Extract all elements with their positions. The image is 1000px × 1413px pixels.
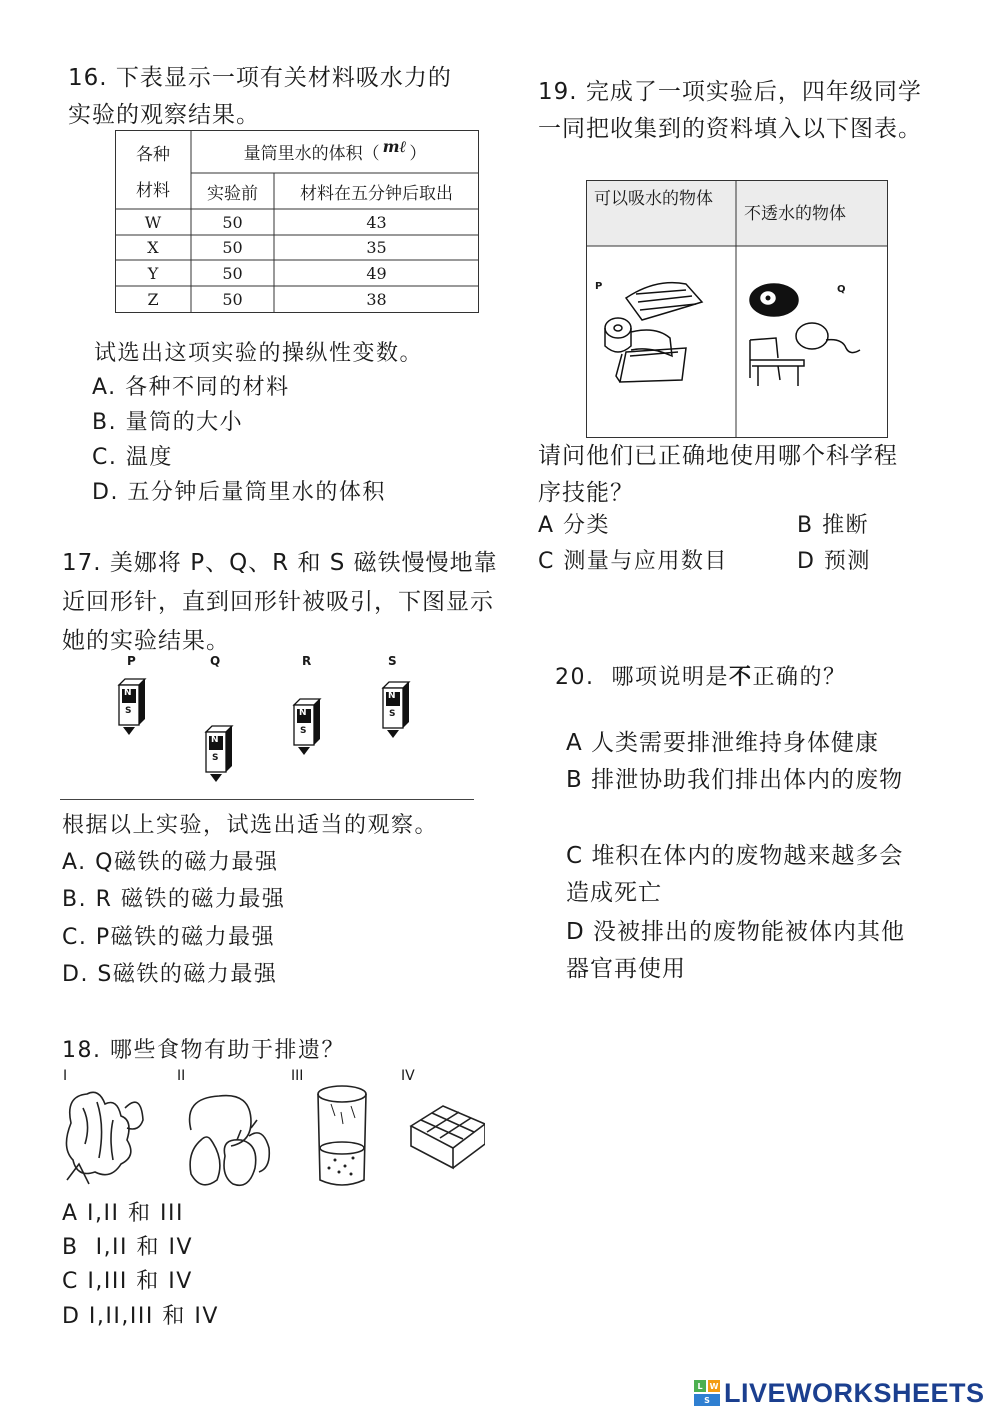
row-after: 38 (366, 290, 387, 309)
magnet-q (206, 726, 232, 782)
liveworksheets-logo[interactable] (694, 1378, 985, 1408)
q20-option-a[interactable]: A 人类需要排泄维持身体健康 (566, 730, 880, 756)
q20-option-b[interactable]: B 排泄协助我们排出体内的废物 (566, 767, 904, 793)
food-label-iii: III (291, 1068, 304, 1084)
sponge-icon (616, 348, 686, 382)
magnet-label-p: P (127, 654, 136, 668)
pole-s-p: S (125, 706, 132, 716)
food-label-iv: IV (401, 1068, 415, 1084)
magnet-label-s: S (388, 654, 397, 668)
row-material: W (144, 212, 162, 232)
q19-option-b[interactable]: B 推断 (797, 513, 870, 538)
q20-stem-post: 正确的？ (752, 664, 847, 690)
q19-option-a[interactable]: A 分类 (538, 513, 611, 538)
q17-option-d[interactable]: D. S磁铁的磁力最强 (62, 962, 278, 987)
volume-close: ） (409, 144, 427, 164)
food-label-ii: II (177, 1068, 186, 1084)
table-header-volume (191, 130, 479, 173)
food-images (55, 1068, 485, 1198)
rubber-disc-icon (750, 284, 798, 316)
q17-option-a[interactable]: A. Q磁铁的磁力最强 (62, 850, 279, 875)
row-material: Y (147, 263, 159, 283)
q18-option-c[interactable]: C I,III 和 IV (62, 1269, 193, 1294)
table-header-before: 实验前 (207, 183, 258, 204)
pole-n-r: N (299, 708, 307, 718)
magnet-r (294, 699, 320, 755)
brand-name: LIVEWORKSHEETS (724, 1377, 985, 1408)
q16-option-b[interactable]: B. 量筒的大小 (92, 410, 244, 435)
q17-option-b[interactable]: B. R 磁铁的磁力最强 (62, 887, 286, 912)
q20-option-d[interactable]: D 没被排出的废物能被体内其他器官再使用 (566, 919, 906, 982)
q18-option-b[interactable]: B I,II 和 IV (62, 1235, 194, 1260)
logo-block-l: L (694, 1380, 706, 1392)
pole-s-r: S (300, 726, 307, 736)
row-after: 35 (366, 238, 387, 257)
row-before: 50 (222, 263, 243, 283)
q19-prompt: 请问他们已正确地使用哪个科学程序技能？ (538, 443, 898, 506)
q16-prompt: 试选出这项实验的操纵性变数。 (94, 341, 424, 366)
q17-option-c[interactable]: C. P磁铁的磁力最强 (62, 925, 276, 950)
row-after: 49 (366, 263, 387, 283)
volume-label: 量筒里水的体积（ (243, 144, 380, 164)
q16-option-a[interactable]: A. 各种不同的材料 (92, 375, 290, 400)
food-label-i: I (63, 1068, 68, 1084)
chair-icon (750, 338, 804, 386)
magnet-label-q: Q (210, 654, 221, 668)
q16-option-d[interactable]: D. 五分钟后量筒里水的体积 (92, 480, 386, 505)
divider-line (60, 799, 474, 800)
magnet-s (383, 682, 409, 738)
pole-n-q: N (211, 735, 219, 745)
magnet-p (119, 679, 145, 735)
q16-stem: 16. 下表显示一项有关材料吸水力的实验的观察结果。 (68, 65, 452, 128)
q19-option-d[interactable]: D 预测 (797, 549, 871, 574)
col-absorbent: 可以吸水的物体 (594, 189, 713, 209)
q17-stem: 17. 美娜将 P、Q、R 和 S 磁铁慢慢地靠近回形针，直到回形针被吸引，下图显示她的实验结果。 (62, 550, 498, 654)
col-waterproof: 不透水的物体 (744, 204, 846, 224)
q20-stem (538, 624, 847, 695)
row-before: 50 (222, 212, 243, 232)
magnet-diagram (100, 652, 440, 787)
q19-option-c[interactable]: C 测量与应用数目 (538, 549, 728, 574)
row-material: Z (147, 290, 159, 309)
magnet-label-r: R (302, 654, 312, 668)
q20-stem-pre: 20. 哪项说明是 (555, 664, 729, 690)
row-material: X (147, 238, 159, 257)
q17-prompt: 根据以上实验，试选出适当的观察。 (62, 813, 439, 838)
row-before: 50 (222, 290, 243, 309)
balloon-icon (796, 323, 860, 353)
row-after: 43 (366, 212, 387, 232)
logo-blocks-icon (694, 1380, 720, 1406)
unit-label: mℓ (382, 136, 407, 156)
logo-block-s: S (694, 1394, 720, 1406)
q20-option-c[interactable]: C 堆积在体内的废物越来越多会造成死亡 (566, 843, 904, 906)
pole-s-s: S (389, 709, 396, 719)
pole-n-p: N (124, 688, 132, 698)
q20-stem-not: 不 (728, 664, 753, 690)
label-q: Q (837, 284, 846, 295)
table-header-after: 材料在五分钟后取出 (300, 183, 453, 204)
q19-stem: 19. 完成了一项实验后，四年级同学一同把收集到的资料填入以下图表。 (538, 79, 922, 142)
pole-s-q: S (212, 753, 219, 763)
q18-option-a[interactable]: A I,II 和 III (62, 1201, 184, 1226)
label-p: P (595, 281, 603, 292)
q19-table (586, 180, 888, 438)
q18-option-d[interactable]: D I,II,III 和 IV (62, 1304, 219, 1329)
logo-block-w: W (709, 1381, 719, 1391)
cloth-icon (626, 283, 702, 320)
table-header-material-2: 材料 (136, 180, 170, 201)
row-before: 50 (222, 238, 243, 257)
q18-stem: 18. 哪些食物有助于排遗？ (62, 1038, 345, 1063)
q16-option-c[interactable]: C. 温度 (92, 445, 173, 470)
pole-n-s: N (388, 691, 396, 701)
table-header-material-1: 各种 (136, 144, 170, 165)
q16-table (115, 130, 479, 313)
